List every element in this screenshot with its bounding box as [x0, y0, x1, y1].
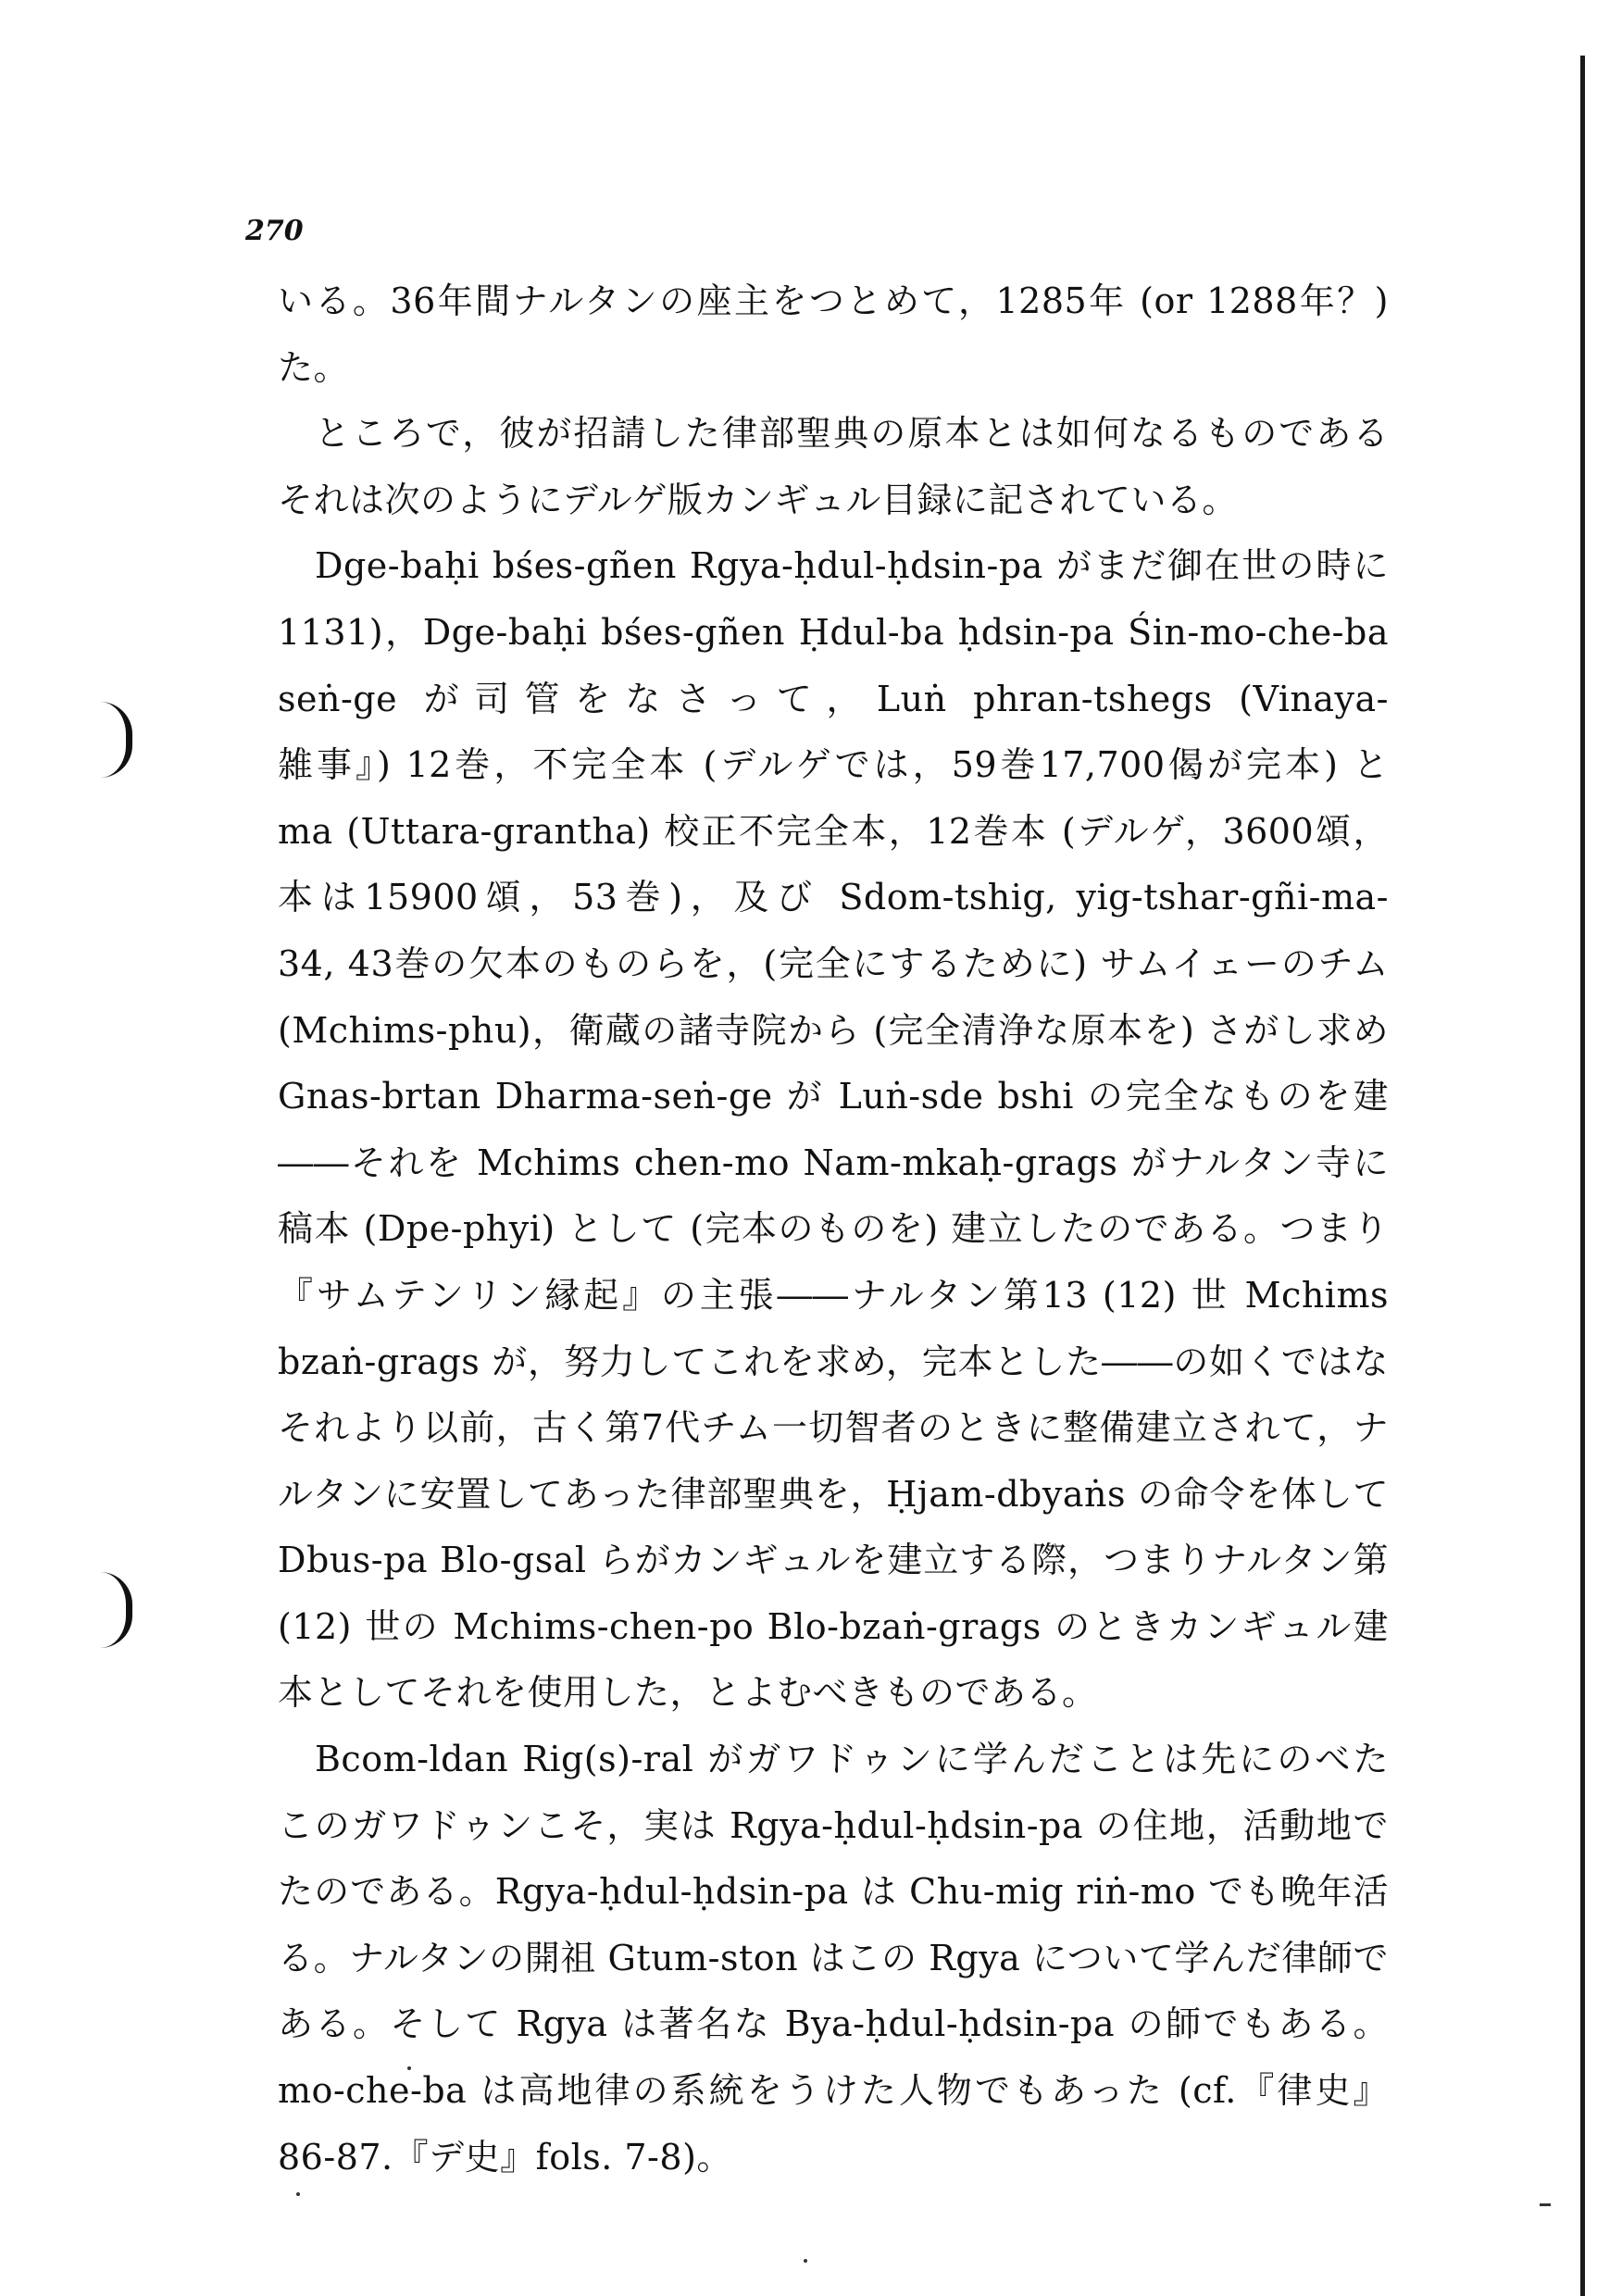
text-line: ma (Uttara-grantha) 校正不完全本，12巻本 (デルゲ，3600頌， [278, 810, 1389, 852]
text-line: る。ナルタンの開祖 Gtum-ston はこの Rgya について学んだ律師で [278, 1937, 1389, 1978]
scan-mark [1540, 2203, 1551, 2206]
text-line: 86-87.『デ史』fols. 7-8)。 [278, 2136, 732, 2177]
main-text [278, 268, 1389, 2190]
text-line: Gnas-brtan Dharma-seṅ-ge が Luṅ-sde bshi の完全なものを建 [278, 1076, 1389, 1117]
text-line: 本は15900頌，53巻)，及び Sdom-tshig, yig-tshar-gñi-ma- [278, 877, 1389, 918]
text-line: Dbus-pa Blo-gsal らがカンギュルを建立する際，つまりナルタン第 [278, 1540, 1389, 1581]
text-line: 『サムテンリン縁起』の主張――ナルタン第13 (12) 世 Mchims [278, 1274, 1389, 1316]
text-line: (Mchims-phu)，衛蔵の諸寺院から (完全清浄な原本を) さがし求め [278, 1009, 1389, 1051]
text-line: た。 [278, 346, 350, 388]
binding-edge-line [1580, 56, 1585, 2296]
text-line: ルタンに安置してあった律部聖典を，Ḥjam-dbyaṅs の命令を体して [278, 1473, 1389, 1515]
text-line: bzaṅ-grags が，努力してこれを求め，完本とした――の如くではな [278, 1341, 1389, 1382]
text-line: たのである。Rgya-ḥdul-ḥdsin-pa は Chu-mig riṅ-mo でも晩年活 [278, 1871, 1389, 1913]
page-number: 270 [245, 215, 304, 247]
text-line: いる。36年間ナルタンの座主をつとめて，1285年 (or 1288年？) [278, 281, 1389, 321]
binding-mark-upper [100, 702, 132, 778]
text-line: 稿本 (Dpe-phyi) として (完本のものを) 建立したのである。つまり [278, 1208, 1389, 1250]
scan-speck [804, 2259, 807, 2263]
text-line: mo-che-ba は高地律の系統をうけた人物でもあった (cf.『律史』 [278, 2070, 1389, 2112]
binding-mark-lower [100, 1572, 132, 1648]
text-line: 34, 43巻の欠本のものらを，(完全にするために) サムイェーのチム [278, 942, 1389, 984]
text-line: 1131)，Dge-baḥi bśes-gñen Ḥdul-ba ḥdsin-pa Śin-mo-che-ba [278, 611, 1389, 653]
text-line: ある。そして Rgya は著名な Bya-ḥdul-ḥdsin-pa の師でもある。 [278, 2003, 1389, 2045]
text-line: seṅ-ge が司管をなさって，Luṅ phran-tshegs (Vinaya- [278, 678, 1389, 719]
text-line: ――それを Mchims chen-mo Nam-mkaḥ-grags がナルタン寺に [278, 1142, 1389, 1183]
text-line: 雑事』) 12巻，不完全本 (デルゲでは，59巻17,700偈が完本) と [278, 744, 1389, 786]
text-line: それは次のようにデルゲ版カンギュル目録に記されている。 [278, 479, 1238, 520]
paragraph-start-line: Bcom-ldan Rig(s)-ral がガワドゥンに学んだことは先にのべた [315, 1739, 1389, 1780]
scan-speck [407, 2066, 411, 2070]
text-line: それより以前，古く第7代チム一切智者のときに整備建立されて，ナ [278, 1407, 1389, 1449]
text-line: (12) 世の Mchims-chen-po Blo-bzaṅ-grags のときカンギュル建 [278, 1605, 1389, 1647]
paragraph-start-line: ところで，彼が招請した律部聖典の原本とは如何なるものである [315, 413, 1389, 455]
text-line: 本としてそれを使用した，とよむべきものである。 [278, 1672, 1098, 1714]
text-line: このガワドゥンこそ，実は Rgya-ḥdul-ḥdsin-pa の住地，活動地で [278, 1804, 1389, 1846]
scan-speck [296, 2192, 300, 2196]
paragraph-start-line: Dge-baḥi bśes-gñen Rgya-ḥdul-ḥdsin-pa がまだ御在世の時に [315, 545, 1389, 587]
